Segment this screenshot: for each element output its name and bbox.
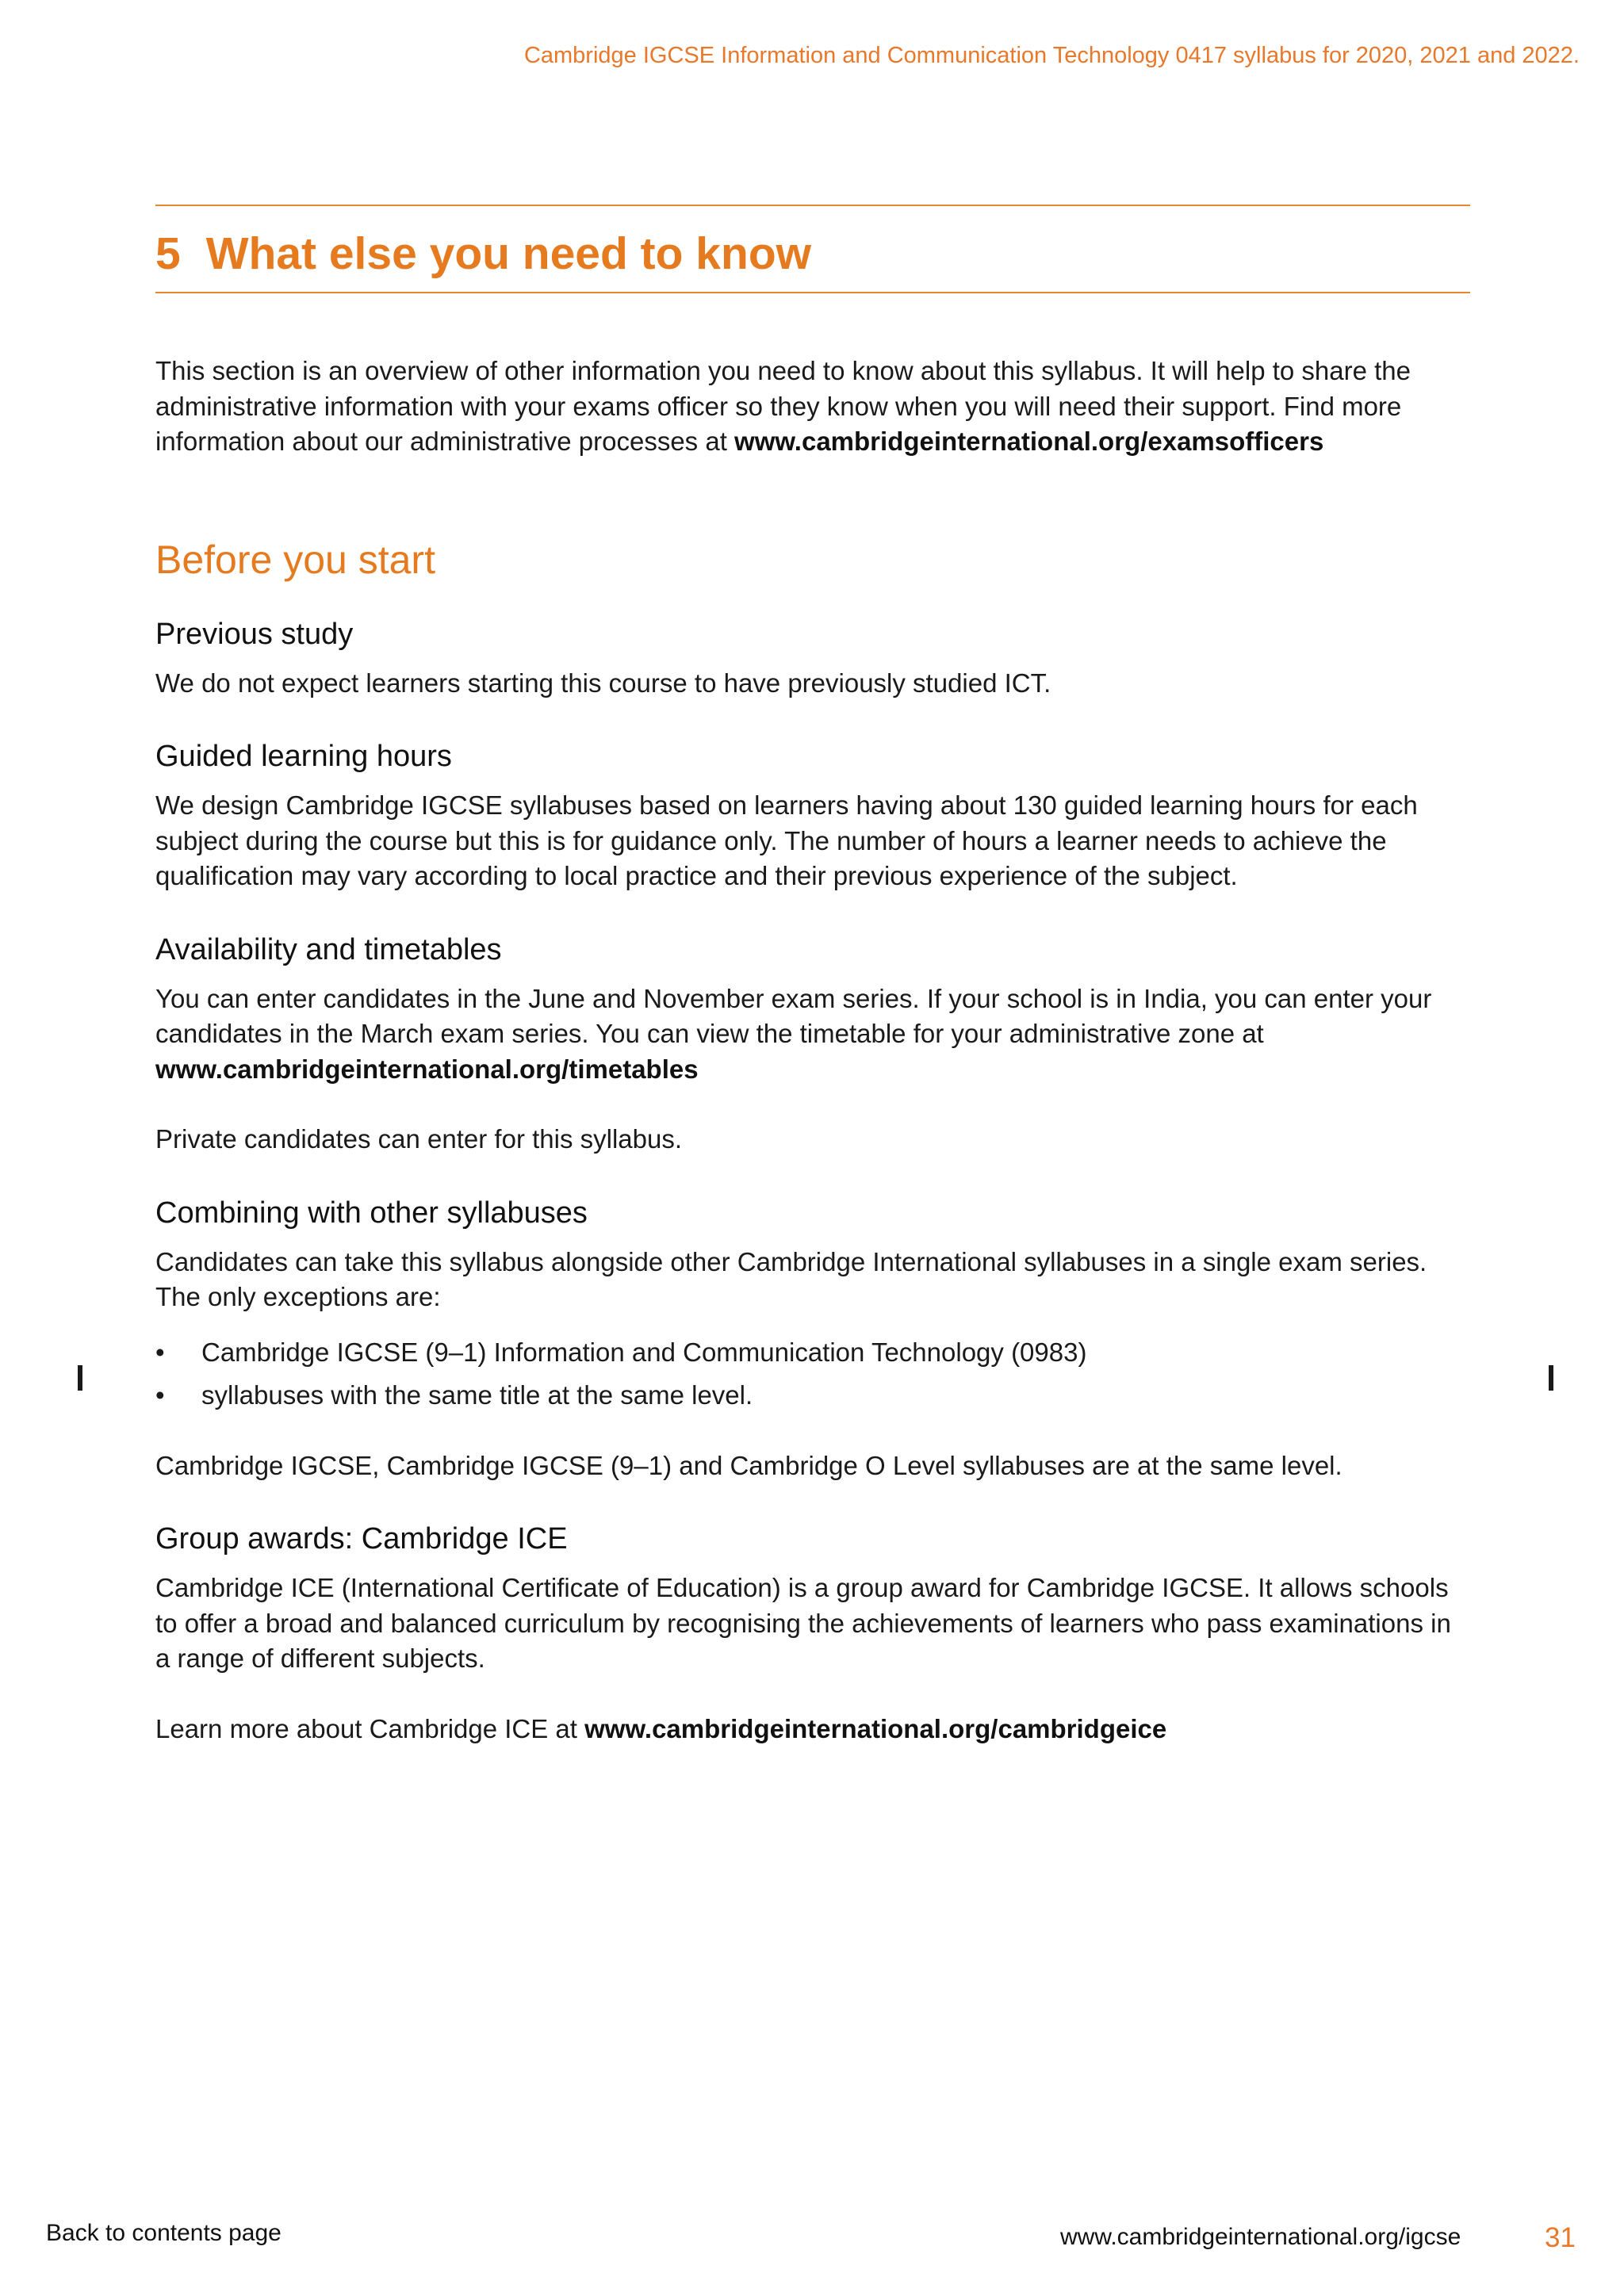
- chapter-title-text: What else you need to know: [205, 228, 811, 279]
- group-awards-text: Cambridge ICE (International Certificate of Education) is a group award for Cambridge IGCSE. It allows schools to offer a broad and balanced curriculum by recognising the achievements of learners who pass examinations in a range of different subjects.: [155, 1573, 1451, 1673]
- chapter-top-rule: [155, 205, 1470, 206]
- group-awards-section: [155, 1520, 1472, 1747]
- availability-section: [155, 931, 1472, 1158]
- learn-more-text: Learn more about Cambridge ICE at: [155, 1713, 585, 1743]
- change-bar-left: [78, 1365, 82, 1391]
- availability-heading: Availability and timetables: [155, 932, 502, 966]
- previous-study-text: We do not expect learners starting this course to have previously studied ICT.: [155, 668, 1051, 698]
- bullet-icon: •: [155, 1337, 165, 1367]
- guided-learning-section: [155, 737, 1472, 894]
- list-item: [155, 1331, 1472, 1374]
- guided-learning-heading: Guided learning hours: [155, 740, 452, 773]
- main-content: [155, 354, 1472, 1747]
- page-number: 31: [1545, 2222, 1576, 2253]
- back-to-contents-link[interactable]: Back to contents page: [46, 2220, 282, 2246]
- combining-text: Candidates can take this syllabus alongside other Cambridge International syllabuses in a single exam series. The only exceptions are:: [155, 1246, 1427, 1311]
- previous-study-section: [155, 615, 1472, 702]
- combining-section: [155, 1194, 1472, 1484]
- intro-paragraph: [155, 354, 1472, 460]
- change-bar-right: [1549, 1365, 1553, 1391]
- exceptions-list: [155, 1331, 1472, 1417]
- same-level-note: Cambridge IGCSE, Cambridge IGCSE (9–1) and Cambridge O Level syllabuses are at the same level.: [155, 1450, 1342, 1480]
- timetables-link[interactable]: www.cambridgeinternational.org/timetables: [155, 1054, 699, 1084]
- chapter-bottom-rule: [155, 292, 1470, 293]
- running-header: Cambridge IGCSE Information and Communication Technology 0417 syllabus for 2020, 2021 and 2022.: [523, 43, 1580, 68]
- cambridgeice-link[interactable]: www.cambridgeinternational.org/cambridgeice: [584, 1713, 1167, 1743]
- private-candidates-text: Private candidates can enter for this syllabus.: [155, 1124, 683, 1154]
- intro-text: This section is an overview of other information you need to know about this syllabus. It will help to share the administrative information with your exams officer so they know when you will need their support. Find more information about our administrative processes at: [155, 356, 1411, 456]
- guided-learning-text: We design Cambridge IGCSE syllabuses based on learners having about 130 guided learning hours for each subject during the course but this is for guidance only. The number of hours a learner needs to achieve the qualification may vary according to local practice and their previous experience of the subject.: [155, 790, 1418, 890]
- availability-text: You can enter candidates in the June and November exam series. If your school is in India, you can enter your candidates in the March exam series. You can view the timetable for your administrative zone at: [155, 983, 1432, 1048]
- bullet-icon: •: [155, 1380, 165, 1410]
- availability-paragraph: [155, 982, 1472, 1088]
- examsofficers-link[interactable]: www.cambridgeinternational.org/examsofficers: [734, 427, 1324, 456]
- list-item: [155, 1374, 1472, 1417]
- previous-study-heading: Previous study: [155, 617, 354, 651]
- footer-url: www.cambridgeinternational.org/igcse: [1060, 2224, 1461, 2250]
- group-awards-heading: Group awards: Cambridge ICE: [155, 1522, 568, 1556]
- chapter-title: [155, 224, 811, 283]
- combining-heading: Combining with other syllabuses: [155, 1196, 588, 1230]
- exception-text: Cambridge IGCSE (9–1) Information and Communication Technology (0983): [201, 1337, 1087, 1367]
- learn-more-paragraph: [155, 1712, 1472, 1747]
- chapter-number: 5: [155, 228, 181, 279]
- before-you-start-heading: Before you start: [155, 537, 435, 582]
- exception-text: syllabuses with the same title at the same level.: [201, 1380, 753, 1410]
